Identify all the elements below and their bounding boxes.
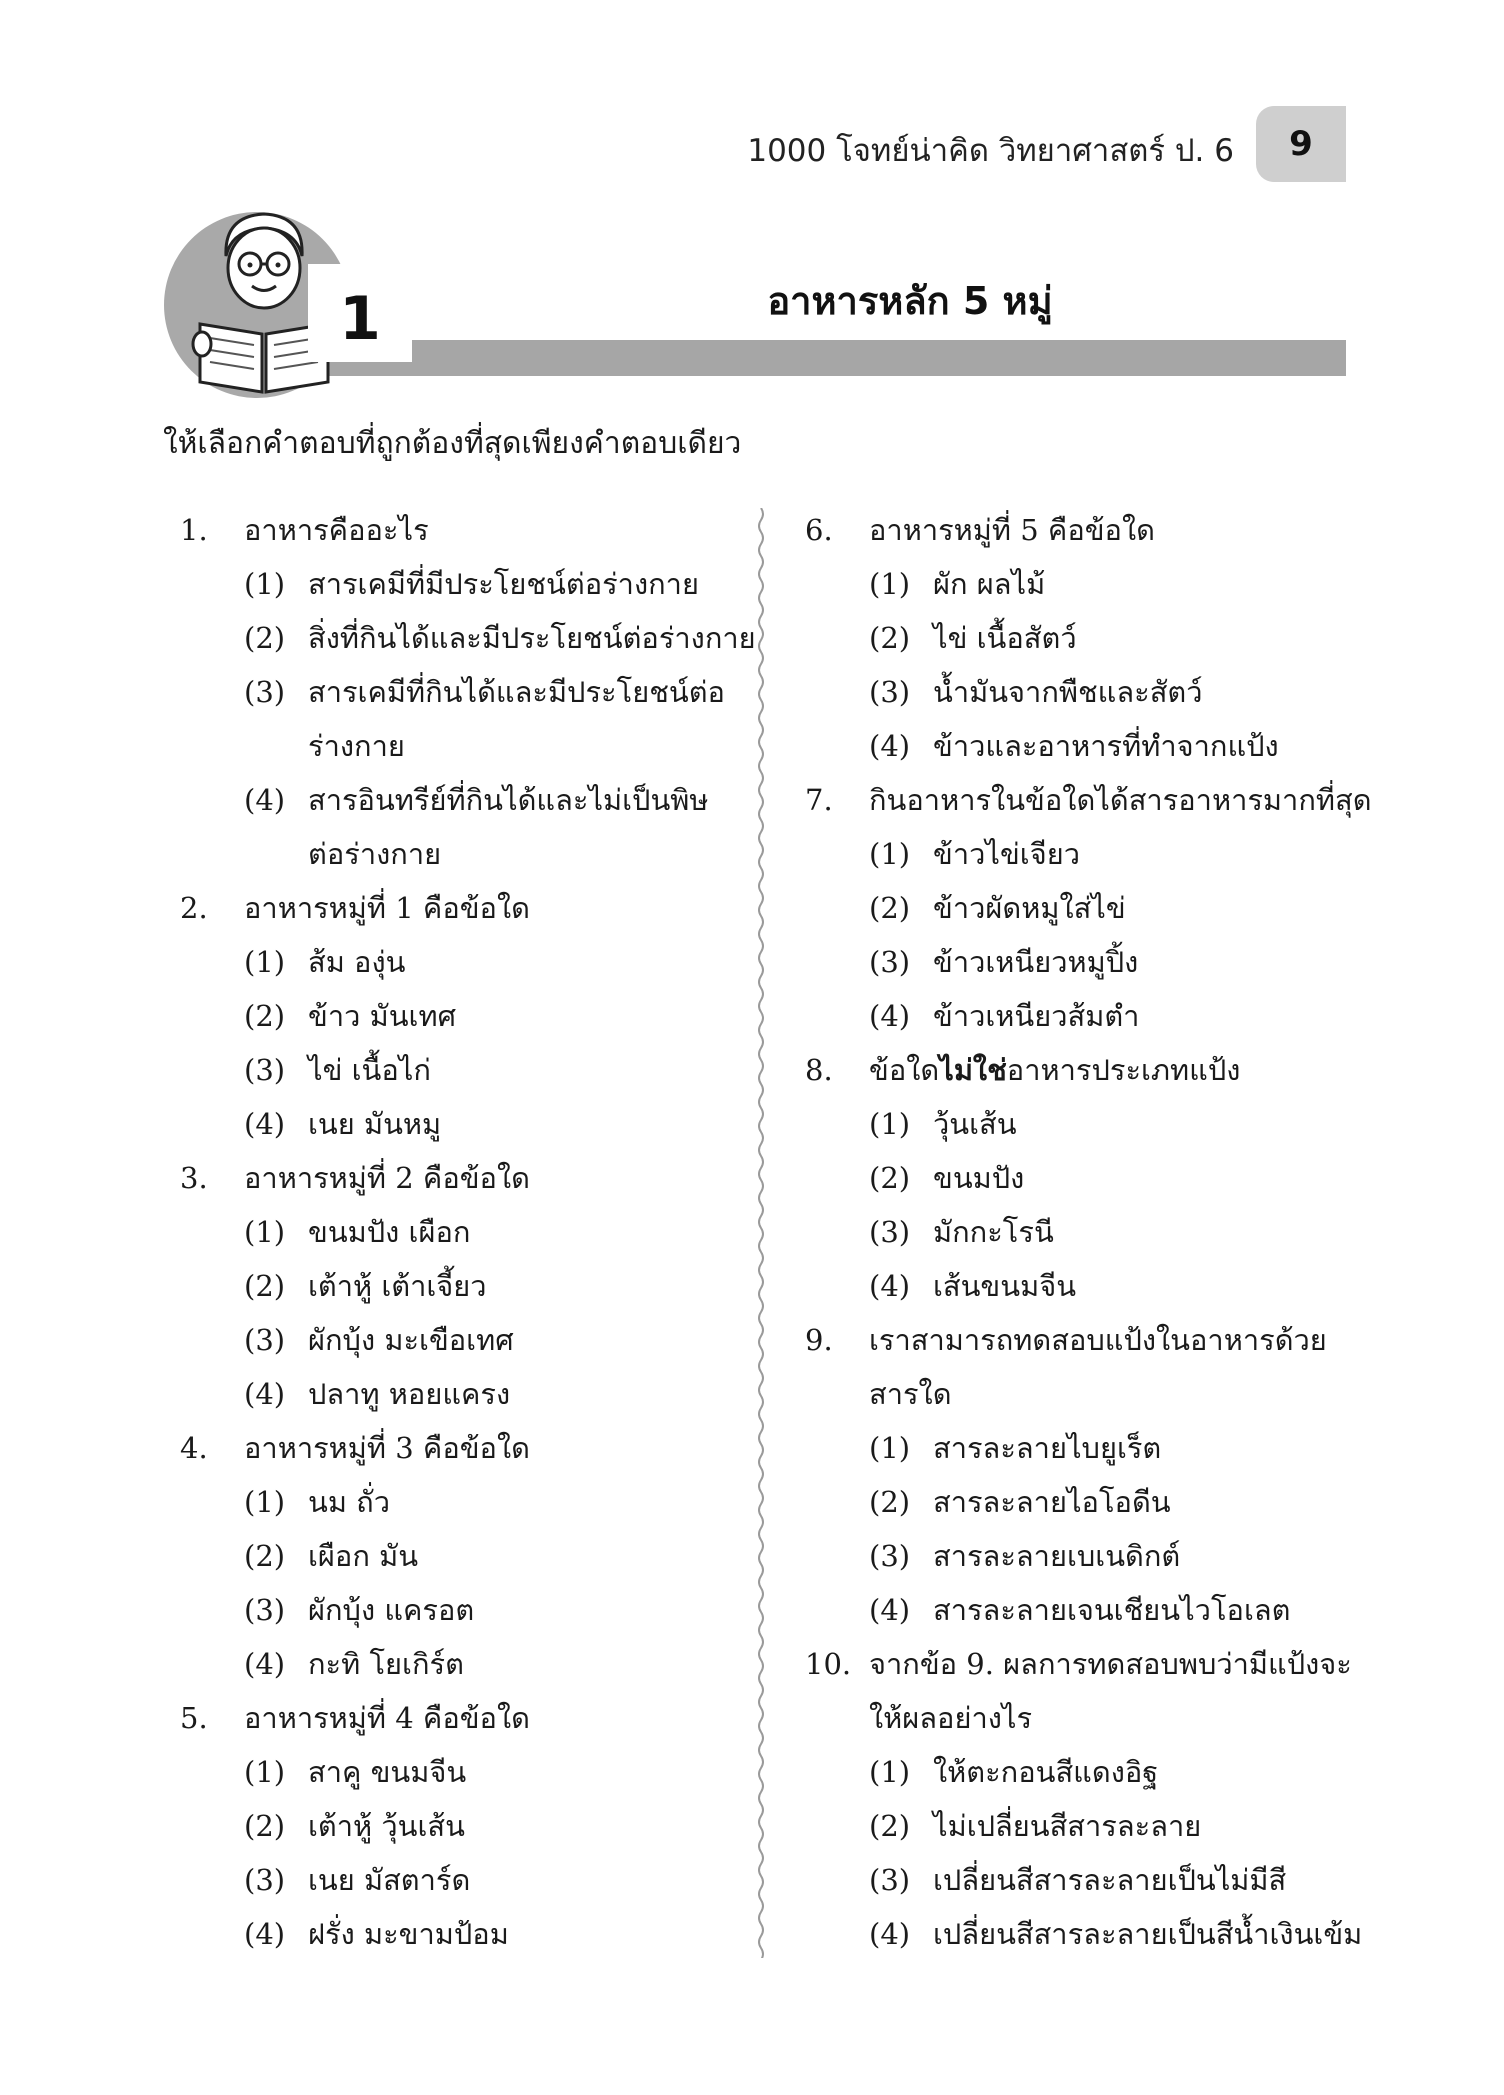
option-number: (3)	[244, 1863, 286, 1897]
option-text: สารละลายเจนเชียนไวโอเลต	[933, 1593, 1291, 1627]
option-number: (2)	[244, 1809, 286, 1843]
question-text: อาหารหมู่ที่ 1 คือข้อใด	[244, 891, 530, 925]
option-text: เต้าหู้ เต้าเจี้ยว	[308, 1269, 487, 1303]
option-text: สารเคมีที่กินได้และมีประโยชน์ต่อ	[308, 675, 725, 709]
question-number: 1.	[180, 513, 208, 547]
option-number: (1)	[869, 837, 911, 871]
option-line	[805, 1745, 1365, 1799]
question-number: 9.	[805, 1323, 833, 1357]
question-number: 8.	[805, 1053, 833, 1087]
question-text	[869, 1043, 1240, 1097]
option-text: ส้ม องุ่น	[308, 945, 406, 979]
page-number-badge: 9	[1256, 106, 1346, 182]
option-number: (2)	[869, 621, 911, 655]
option-line	[805, 557, 1365, 611]
option-number: (3)	[244, 1593, 286, 1627]
option-text: ไม่เปลี่ยนสีสารละลาย	[933, 1809, 1202, 1843]
option-number: (2)	[244, 999, 286, 1033]
option-continuation	[180, 719, 740, 773]
option-text: สารเคมีที่มีประโยชน์ต่อร่างกาย	[308, 567, 699, 601]
option-number: (4)	[869, 1593, 911, 1627]
option-number: (4)	[869, 999, 911, 1033]
option-line	[180, 1367, 740, 1421]
option-text: ข้าวไข่เจียว	[933, 837, 1080, 871]
option-number: (2)	[869, 1809, 911, 1843]
option-line	[180, 665, 740, 719]
option-text: ผักบุ้ง มะเขือเทศ	[308, 1323, 514, 1357]
option-line	[805, 1907, 1365, 1961]
option-line	[805, 1799, 1365, 1853]
option-text: ข้าว มันเทศ	[308, 999, 456, 1033]
option-line	[180, 1313, 740, 1367]
option-text: ปลาทู หอยแครง	[308, 1377, 511, 1411]
question-line	[180, 1151, 740, 1205]
question-text: ให้ผลอย่างไร	[869, 1701, 1033, 1735]
option-text: เต้าหู้ วุ้นเส้น	[308, 1809, 465, 1843]
question-text-pre: ข้อใด	[869, 1053, 940, 1087]
option-line	[180, 773, 740, 827]
option-line	[180, 1205, 740, 1259]
option-number: (3)	[869, 1539, 911, 1573]
option-text: ข้าวและอาหารที่ทำจากแป้ง	[933, 729, 1279, 763]
option-number: (2)	[869, 1161, 911, 1195]
option-line	[805, 1259, 1365, 1313]
question-line	[805, 503, 1365, 557]
question-text: อาหารหมู่ที่ 2 คือข้อใด	[244, 1161, 530, 1195]
option-text: น้ำมันจากพืชและสัตว์	[933, 675, 1203, 709]
option-number: (3)	[244, 675, 286, 709]
option-text: นม ถั่ว	[308, 1485, 391, 1519]
chapter-banner-bar	[300, 340, 1346, 376]
option-line	[180, 1475, 740, 1529]
option-number: (3)	[869, 945, 911, 979]
question-line	[180, 503, 740, 557]
question-number: 10.	[805, 1647, 852, 1681]
question-line	[805, 1313, 1365, 1367]
option-number: (1)	[244, 1485, 286, 1519]
option-number: (1)	[244, 1755, 286, 1789]
option-number: (3)	[869, 675, 911, 709]
option-line	[805, 1529, 1365, 1583]
option-line	[805, 719, 1365, 773]
question-number: 2.	[180, 891, 208, 925]
option-line	[805, 1475, 1365, 1529]
option-line	[180, 1583, 740, 1637]
instruction-text: ให้เลือกคำตอบที่ถูกต้องที่สุดเพียงคำตอบเดียว	[163, 426, 742, 461]
option-text: สาคู ขนมจีน	[308, 1755, 467, 1789]
option-line	[180, 1529, 740, 1583]
option-line	[180, 1907, 740, 1961]
option-text: สารละลายเบเนดิกต์	[933, 1539, 1181, 1573]
option-text: เปลี่ยนสีสารละลายเป็นสีน้ำเงินเข้ม	[933, 1917, 1363, 1951]
option-number: (1)	[869, 1431, 911, 1465]
option-line	[805, 1205, 1365, 1259]
question-line	[180, 881, 740, 935]
option-number: (2)	[244, 1539, 286, 1573]
option-number: (4)	[244, 1917, 286, 1951]
question-line	[805, 1043, 1365, 1097]
question-number: 4.	[180, 1431, 208, 1465]
question-text: สารใด	[869, 1377, 952, 1411]
question-text: อาหารหมู่ที่ 3 คือข้อใด	[244, 1431, 530, 1465]
question-text: อาหารหมู่ที่ 5 คือข้อใด	[869, 513, 1155, 547]
option-number: (4)	[869, 1917, 911, 1951]
option-line	[805, 1097, 1365, 1151]
option-line	[180, 1799, 740, 1853]
option-text: ไข่ เนื้อไก่	[308, 1053, 431, 1087]
question-text: อาหารคืออะไร	[244, 513, 429, 547]
option-line	[180, 1043, 740, 1097]
option-text: มักกะโรนี	[933, 1215, 1054, 1249]
option-line	[805, 1421, 1365, 1475]
option-line	[805, 1583, 1365, 1637]
option-text: เผือก มัน	[308, 1539, 419, 1573]
option-text: ข้าวผัดหมูใส่ไข่	[933, 891, 1126, 925]
option-number: (1)	[244, 1215, 286, 1249]
question-text-post: อาหารประเภทแป้ง	[1006, 1053, 1241, 1087]
question-text-emphasis: ไม่ใช่	[939, 1053, 1007, 1087]
option-number: (3)	[869, 1863, 911, 1897]
question-number: 7.	[805, 783, 833, 817]
option-number: (2)	[869, 1485, 911, 1519]
option-number: (1)	[869, 1755, 911, 1789]
option-text: ไข่ เนื้อสัตว์	[933, 621, 1077, 655]
option-text: สิ่งที่กินได้และมีประโยชน์ต่อร่างกาย	[308, 621, 756, 655]
option-text: ข้าวเหนียวส้มตำ	[933, 999, 1140, 1033]
question-number: 5.	[180, 1701, 208, 1735]
option-line	[180, 1097, 740, 1151]
option-text: สารอินทรีย์ที่กินได้และไม่เป็นพิษ	[308, 783, 709, 817]
option-text: กะทิ โยเกิร์ต	[308, 1647, 464, 1681]
option-line	[805, 827, 1365, 881]
question-line	[180, 1421, 740, 1475]
option-number: (4)	[869, 1269, 911, 1303]
option-text: ร่างกาย	[308, 729, 405, 763]
question-text: จากข้อ 9. ผลการทดสอบพบว่ามีแป้งจะ	[869, 1647, 1352, 1681]
option-line	[180, 1853, 740, 1907]
option-text: เนย มัสตาร์ด	[308, 1863, 471, 1897]
option-text: เนย มันหมู	[308, 1107, 442, 1141]
option-number: (4)	[869, 729, 911, 763]
option-text: ผักบุ้ง แครอต	[308, 1593, 475, 1627]
option-line	[180, 1259, 740, 1313]
option-line	[180, 935, 740, 989]
option-number: (1)	[869, 1107, 911, 1141]
option-number: (1)	[244, 945, 286, 979]
question-line	[805, 773, 1372, 827]
option-text: ขนมปัง เผือก	[308, 1215, 471, 1249]
option-line	[805, 935, 1365, 989]
option-line	[805, 1151, 1365, 1205]
option-text: ผัก ผลไม้	[933, 567, 1046, 601]
option-number: (1)	[869, 567, 911, 601]
question-number: 6.	[805, 513, 833, 547]
option-line	[180, 989, 740, 1043]
option-text: ต่อร่างกาย	[308, 837, 442, 871]
question-number: 3.	[180, 1161, 208, 1195]
option-text: เส้นขนมจีน	[933, 1269, 1077, 1303]
column-divider	[749, 508, 773, 1958]
right-question-column	[805, 503, 1372, 1961]
option-text: เปลี่ยนสีสารละลายเป็นไม่มีสี	[933, 1863, 1287, 1897]
question-text: เราสามารถทดสอบแป้งในอาหารด้วย	[869, 1323, 1327, 1357]
question-text: กินอาหารในข้อใดได้สารอาหารมากที่สุด	[869, 783, 1372, 817]
option-continuation	[180, 827, 740, 881]
question-continuation	[805, 1691, 1365, 1745]
question-line	[180, 1691, 740, 1745]
question-line	[805, 1637, 1365, 1691]
option-line	[180, 1637, 740, 1691]
option-text: สารละลายไบยูเร็ต	[933, 1431, 1162, 1465]
option-text: วุ้นเส้น	[933, 1107, 1017, 1141]
option-line	[805, 611, 1365, 665]
option-line	[180, 611, 756, 665]
book-title: 1000 โจทย์น่าคิด วิทยาศาสตร์ ป. 6	[747, 133, 1234, 169]
option-line	[805, 1853, 1365, 1907]
option-number: (4)	[244, 1377, 286, 1411]
option-text: ให้ตะกอนสีแดงอิฐ	[933, 1755, 1159, 1789]
option-number: (3)	[244, 1053, 286, 1087]
option-text: สารละลายไอโอดีน	[933, 1485, 1171, 1519]
option-text: ข้าวเหนียวหมูปิ้ง	[933, 945, 1139, 979]
option-number: (1)	[244, 567, 286, 601]
option-line	[805, 665, 1365, 719]
option-line	[805, 881, 1365, 935]
question-continuation	[805, 1367, 1365, 1421]
option-number: (2)	[244, 1269, 286, 1303]
option-line	[805, 989, 1365, 1043]
option-number: (4)	[244, 1647, 286, 1681]
option-number: (4)	[244, 1107, 286, 1141]
left-question-column	[180, 503, 756, 1961]
option-number: (2)	[869, 891, 911, 925]
chapter-number: 1	[308, 264, 412, 362]
option-number: (4)	[244, 783, 286, 817]
option-line	[180, 557, 740, 611]
question-text: อาหารหมู่ที่ 4 คือข้อใด	[244, 1701, 530, 1735]
option-number: (3)	[869, 1215, 911, 1249]
option-number: (2)	[244, 621, 286, 655]
chapter-title: อาหารหลัก 5 หมู่	[767, 279, 1053, 323]
option-number: (3)	[244, 1323, 286, 1357]
option-text: ขนมปัง	[933, 1161, 1025, 1195]
option-text: ฝรั่ง มะขามป้อม	[308, 1917, 509, 1951]
option-line	[180, 1745, 740, 1799]
